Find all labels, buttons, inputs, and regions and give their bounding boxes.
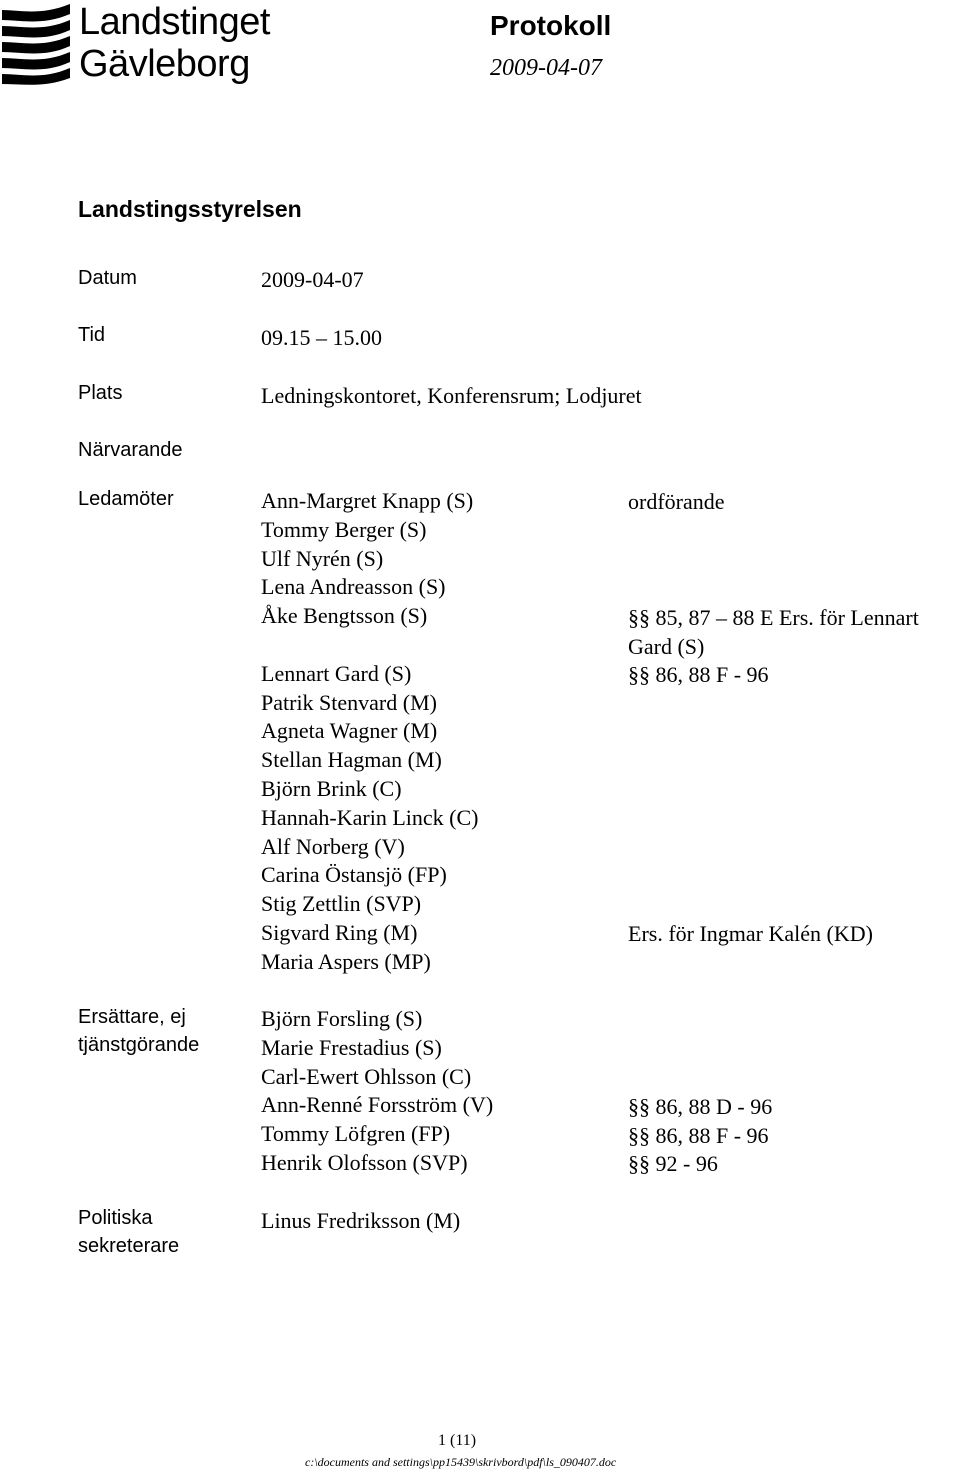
sekreterare-label-line1: Politiska	[78, 1207, 153, 1229]
substitute-name: Björn Forsling (S)	[261, 1006, 423, 1031]
substitute-name: Ann-Renné Forsström (V)	[261, 1092, 494, 1118]
member-name: Sigvard Ring (M)	[261, 919, 418, 945]
ersattare-label-line1: Ersättare, ej	[78, 1006, 186, 1028]
substitute-name: Marie Frestadius (S)	[261, 1034, 442, 1060]
document-date: 2009-04-07	[490, 55, 602, 81]
tid-value: 09.15 – 15.00	[261, 325, 382, 350]
sekreterare-name: Linus Fredriksson (M)	[261, 1208, 461, 1233]
board-heading: Landstingsstyrelsen	[78, 196, 302, 222]
tid-label: Tid	[78, 324, 106, 346]
member-name: Stellan Hagman (M)	[261, 747, 442, 773]
bengtsson-note-cont: Gard (S)	[628, 634, 705, 659]
member-name: Björn Brink (C)	[261, 775, 402, 801]
substitute-name: Tommy Löfgren (FP)	[261, 1121, 451, 1147]
document-title: Protokoll	[490, 10, 612, 41]
substitute-name: Henrik Olofsson (SVP)	[261, 1149, 468, 1175]
member-name: Stig Zettlin (SVP)	[261, 891, 422, 917]
member-name: Patrik Stenvard (M)	[261, 689, 437, 715]
datum-value: 2009-04-07	[261, 267, 364, 292]
olofsson-note: §§ 92 - 96	[628, 1151, 718, 1176]
member-name: Alf Norberg (V)	[261, 833, 405, 859]
page-number: 1 (11)	[438, 1432, 477, 1449]
logo-text-line2: Gävleborg	[79, 43, 250, 85]
bengtsson-note: §§ 85, 87 – 88 E Ers. för Lennart	[628, 605, 919, 630]
member-name: Agneta Wagner (M)	[261, 718, 438, 744]
gard-note: §§ 86, 88 F - 96	[628, 662, 769, 687]
ersattare-list	[261, 1005, 493, 1178]
ledamoter-label: Ledamöter	[78, 488, 174, 510]
ersattare-label-line2: tjänstgörande	[78, 1034, 200, 1056]
member-name: Ulf Nyrén (S)	[261, 545, 384, 571]
member-name: Hannah-Karin Linck (C)	[261, 804, 479, 830]
member-name: Åke Bengtsson (S)	[261, 603, 428, 629]
chair-note: ordförande	[628, 489, 725, 514]
logo-wave-mark-icon	[0, 2, 72, 86]
member-name: Tommy Berger (S)	[261, 516, 427, 542]
substitute-name: Carl-Ewert Ohlsson (C)	[261, 1063, 472, 1089]
logo-text-line1: Landstinget	[79, 1, 270, 43]
member-name: Maria Aspers (MP)	[261, 948, 431, 974]
member-name: Lena Andreasson (S)	[261, 574, 446, 600]
member-name: Lennart Gard (S)	[261, 660, 412, 686]
plats-value: Ledningskontoret, Konferensrum; Lodjuret	[261, 383, 642, 408]
ledamoter-list	[261, 487, 478, 977]
plats-label: Plats	[78, 382, 123, 404]
member-name: Ann-Margret Knapp (S)	[261, 488, 474, 513]
member-spacer	[261, 631, 478, 660]
lofgren-note: §§ 86, 88 F - 96	[628, 1123, 769, 1148]
sekreterare-label-line2: sekreterare	[78, 1235, 180, 1257]
datum-label: Datum	[78, 267, 137, 289]
narvarande-label: Närvarande	[78, 439, 183, 461]
forsstrom-note: §§ 86, 88 D - 96	[628, 1094, 773, 1119]
landstinget-logo	[0, 0, 300, 95]
ring-note: Ers. för Ingmar Kalén (KD)	[628, 921, 873, 946]
member-name: Carina Östansjö (FP)	[261, 862, 447, 888]
file-path: c:\documents and settings\pp15439\skrivbord\pdf\ls_090407.doc	[305, 1455, 617, 1469]
